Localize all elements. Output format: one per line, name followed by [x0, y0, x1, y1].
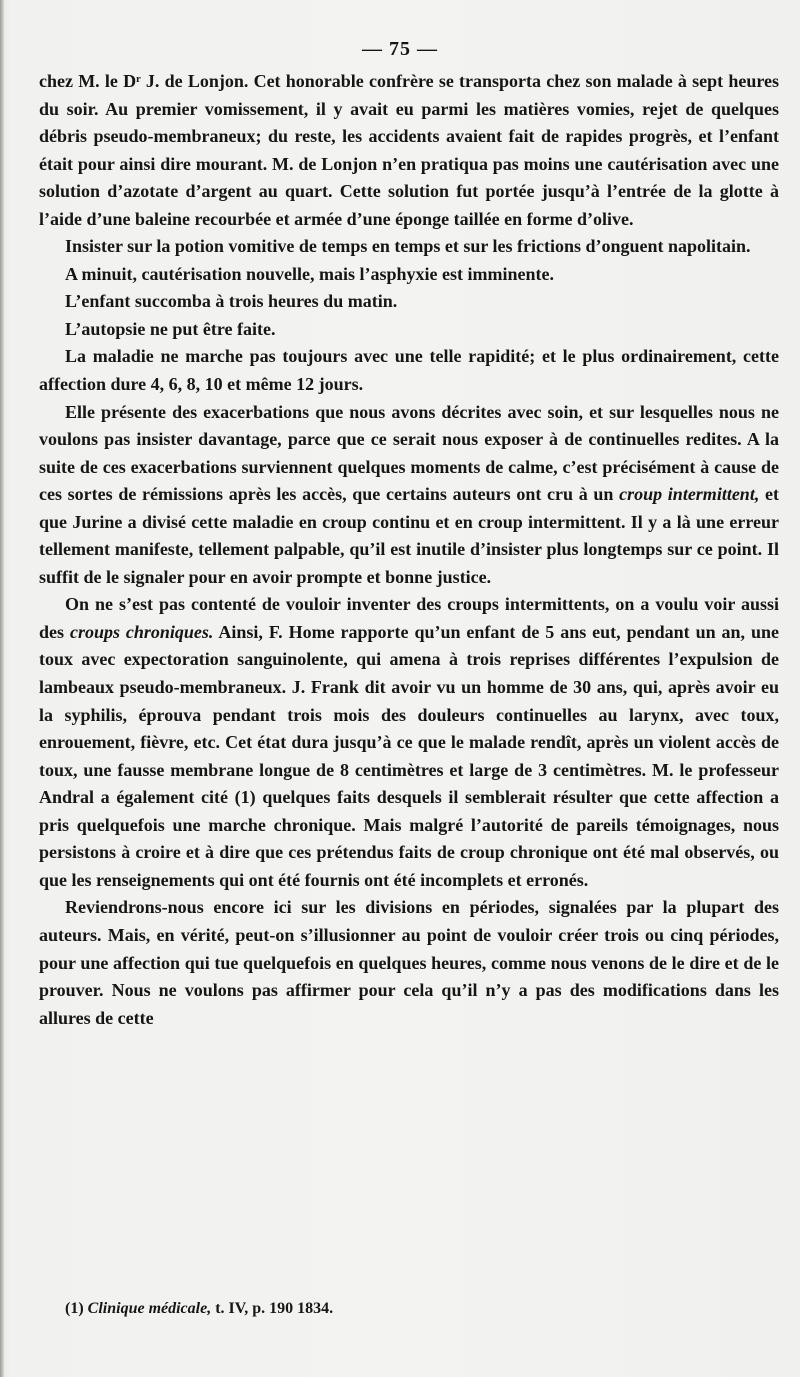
- footnote-marker: (1): [65, 1300, 84, 1317]
- paragraph-p6: [39, 343, 779, 398]
- paragraph-text: L’autopsie ne put être faite.: [65, 318, 276, 339]
- page-number: — 75 —: [362, 38, 438, 60]
- paragraph-text: La maladie ne marche pas toujours avec une telle rapidité; et le plus ordinairement, cette affection dure 4, 6, 8, 10 et même 12 jours.: [39, 346, 779, 395]
- paragraph-text: Ainsi, F. Home rapporte qu’un enfant de 5 ans eut, pendant un an, une toux avec expectoration sanguinolente, qui amena à trois reprises différentes l’expulsion de lambeaux pseudo-membraneux. J. Frank dit avoir vu un homme de 30 ans, qui, après avoir eu la syphilis, éprouva pendant trois mois des douleurs continuelles au larynx, avec toux, enrouement, fièvre, etc. Cet état dura jusqu’à ce que le malade rendît, après un violent accès de toux, une fausse membrane longue de 8 centimètres et large de 3 centimètres. M. le professeur Andral a également cité (1) quelques faits desquels il semblerait résulter que cette affection a pris quelquefois une marche chronique. Mais malgré l’autorité de pareils témoignages, nous persistons à croire et à dire que ces prétendus faits de croup chronique ont été mal observés, ou que les renseignements qui ont été fournis ont été incomplets et erronés.: [39, 621, 779, 890]
- paragraph-p1: [39, 68, 779, 233]
- paragraph-text: A minuit, cautérisation nouvelle, mais l’asphyxie est imminente.: [65, 263, 554, 284]
- footnote-title: Clinique médicale,: [87, 1300, 212, 1317]
- paragraph-p2: [39, 233, 779, 261]
- italic-term: croups chroniques.: [69, 621, 214, 642]
- paragraph-p3: [39, 261, 779, 289]
- paragraph-text: chez M. le Dʳ J. de Lonjon. Cet honorable confrère se transporta chez son malade à sept heures du soir. Au premier vomissement, il y avait eu parmi les matières vomies, rejet de quelques débris pseudo-membraneux; du reste, les accidents avaient fait de rapides progrès, et l’enfant était pour ainsi dire mourant. M. de Lonjon n’en pratiqua pas moins une cautérisation avec une solution d’azotate d’argent au quart. Cette solution fut portée jusqu’à l’entrée de la glotte à l’aide d’une baleine recourbée et armée d’une éponge taillée en forme d’olive.: [39, 71, 779, 229]
- paragraph-p9: [39, 894, 779, 1032]
- body-text: [39, 68, 779, 1032]
- paragraph-text: L’enfant succomba à trois heures du matin.: [65, 291, 398, 312]
- paragraph-p8: [39, 591, 779, 894]
- paragraph-text: et que Jurine a divisé cette maladie en croup continu et en croup intermittent. Il y a là une erreur tellement manifeste, tellement palpable, qu’il est inutile d’insister plus longtemps sur ce point. Il suffit de le signaler pour en avoir prompte et bonne justice.: [39, 484, 780, 587]
- paragraph-p4: [39, 288, 779, 316]
- footnote: [65, 1300, 333, 1318]
- paragraph-p5: [39, 316, 779, 344]
- italic-term: croup intermittent,: [619, 484, 760, 505]
- footnote-reference: t. IV, p. 190 1834.: [215, 1300, 334, 1317]
- paragraph-text: Elle présente des exacerbations que nous avons décrites avec soin, et sur lesquelles nous ne voulons pas insister davantage, parce que ce serait nous exposer à de continuelles redites. A la suite de ces exacerbations surviennent quelques moments de calme, c’est précisément à cause de ces sortes de rémissions après les accès, que certains auteurs ont cru à un: [39, 401, 779, 505]
- paragraph-p7: [39, 399, 779, 592]
- paragraph-text: Reviendrons-nous encore ici sur les divisions en périodes, signalées par la plupart des auteurs. Mais, en vérité, peut-on s’illusionner au point de vouloir créer trois ou cinq périodes, pour une affection qui tue quelquefois en quelques heures, comme nous venons de le dire et de le prouver. Nous ne voulons pas affirmer pour cela qu’il n’y a pas des modifications dans les allures de cette: [39, 897, 779, 1028]
- paragraph-text: Insister sur la potion vomitive de temps en temps et sur les frictions d’onguent napolitain.: [65, 236, 751, 257]
- page-binding-edge: [0, 0, 4, 1377]
- paragraph-text: On ne s’est pas contenté de vouloir inventer des croups intermittents, on a voulu voir aussi des: [39, 594, 779, 642]
